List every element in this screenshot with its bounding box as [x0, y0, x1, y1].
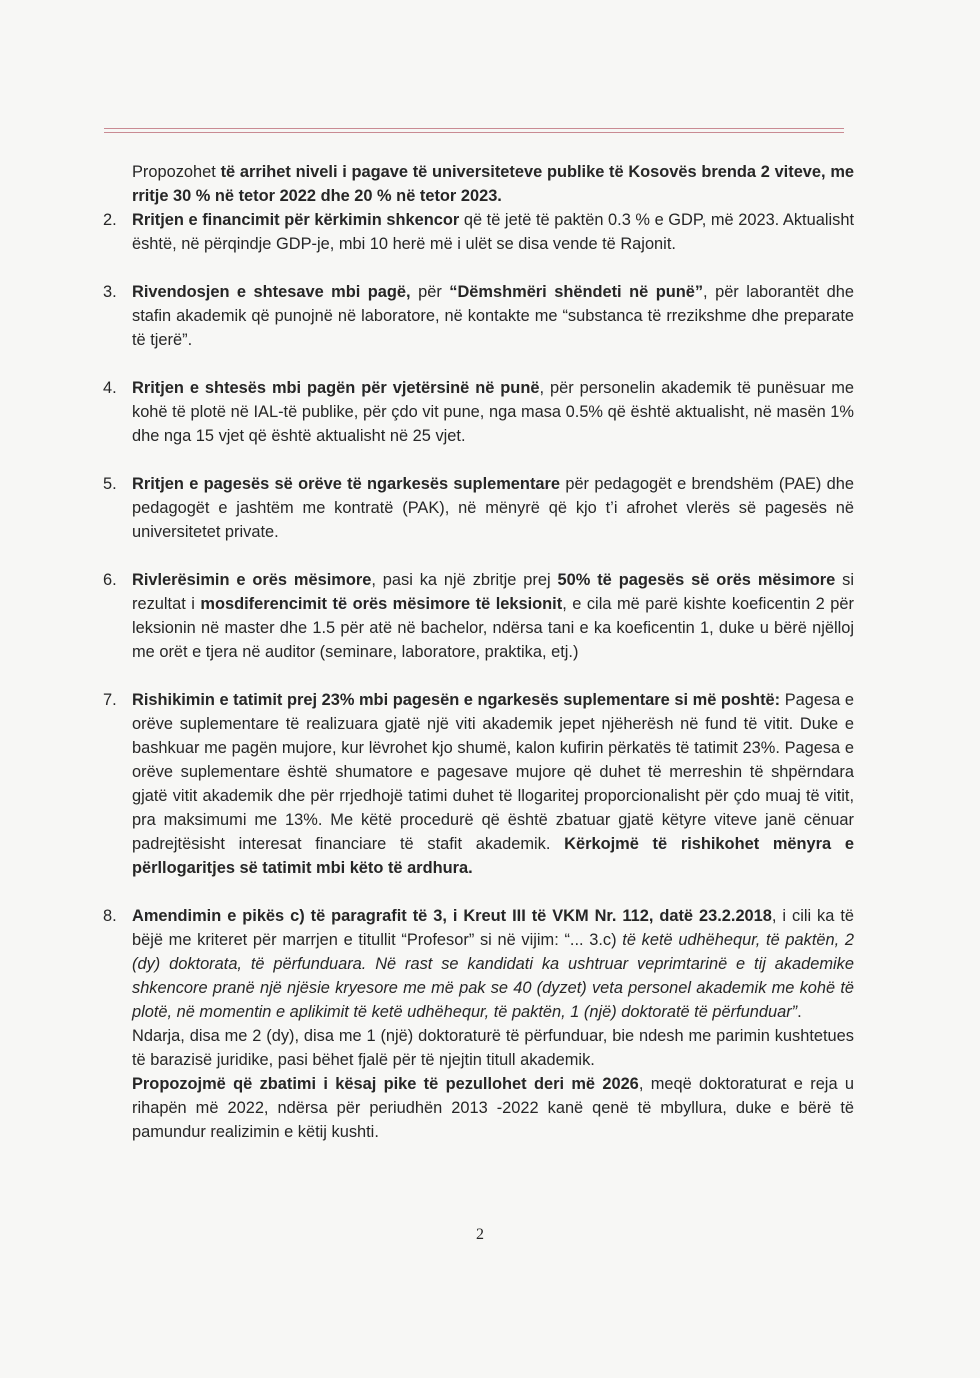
item-paragraph: [132, 1072, 854, 1144]
page-number: 2: [476, 1226, 484, 1243]
list-item: [103, 280, 854, 352]
item-number: 4.: [103, 379, 117, 397]
text-run: , për laborantët dhe stafin akademik që punojnë në laboratore, në kontakte me “substanca të rrezikshme dhe preparate të tjerë”.: [132, 283, 854, 349]
header-rule: [104, 128, 844, 133]
text-run: Rishikimin e tatimit prej 23% mbi pagesën e ngarkesës suplementare si më poshtë:: [132, 691, 781, 709]
text-run: “Dëmshmëri shëndeti në punë”: [449, 283, 704, 301]
text-run: , për personelin akademik të punësuar me kohë të plotë në IAL-të publike, për çdo vit pune, nga masa 0.5% që është aktualisht, në masën 1% dhe nga 15 vjet që është aktualisht në 25 vjet.: [132, 379, 854, 445]
intro-paragraph: Propozohet të arrihet niveli i pagave të universiteteve publike të Kosovës brenda 2 viteve, me rritje 30 % në tetor 2022 dhe 20 % në tetor 2023.: [132, 163, 855, 205]
text-run: si rezultat i: [132, 571, 854, 613]
text-run: .: [797, 1003, 802, 1021]
text-run: Rivendosjen e shtesave mbi pagë,: [132, 283, 419, 301]
text-run: , pasi ka një zbritje prej: [371, 571, 558, 589]
document-body: [103, 160, 855, 1168]
text-run: Rivlerësimin e orës mësimore: [132, 571, 372, 589]
text-run: të ketë udhëhequr, të paktën, 2 (dy) doktorata, të përfunduara. Në rast se kandidati ka ushtruar veprimtarinë e tij akademike shkencore pranë një njësie kryesore me më pak se 40 (dyzet) veta personel akademik me kohë të plotë, në momentin e aplikimit të ketë udhëhequr, të paktën, 1 (një) doktoratë të përfunduar”: [132, 931, 854, 1021]
list-item: [103, 472, 854, 544]
text-run: , meqë doktoraturat e reja u rihapën më 2022, ndërsa për periudhën 2013 -2022 kanë qenë të mbyllura, duke e bërë të pamundur realizimin e këtij kushti.: [132, 1075, 855, 1141]
list-item: [103, 688, 854, 880]
text-run: Kërkojmë të rishikohet mënyra e përllogaritjes së tatimit mbi këto të ardhura.: [132, 835, 854, 877]
text-run: që të jetë të paktën 0.3 % e GDP, më 2023. Aktualisht është, në përqindje GDP-je, mbi 10 herë më i ulët se disa vende të Rajonit.: [132, 211, 854, 253]
text-run: , i cili ka të bëjë me kriteret për marrjen e titullit “Profesor” si në vijim: “... 3.c): [132, 907, 854, 949]
list-item: [103, 568, 854, 664]
item-paragraph: [132, 472, 854, 544]
text-run: , e cila më parë kishte koeficentin 2 për leksionin në master dhe 1.5 për atë në bachelor, ndërsa tani e ka koeficentin 1, duke u bërë njëlloj me orët e tjera në auditor (seminare, laboratore, praktika, etj.): [132, 595, 854, 661]
list-item: [103, 376, 854, 448]
text-run: 50% të pagesës së orës mësimore: [557, 571, 836, 589]
item-paragraph: [132, 568, 854, 664]
item-number: 7.: [103, 691, 117, 709]
item-paragraph: [132, 208, 854, 256]
text-run: Rritjen e financimit për kërkimin shkencor: [132, 211, 460, 229]
item-number: 2.: [103, 211, 117, 229]
item-paragraph: [132, 688, 854, 880]
item-number: 6.: [103, 571, 117, 589]
item-paragraph: [132, 376, 854, 448]
text-run: Rritjen e pagesës së orëve të ngarkesës suplementare: [132, 475, 561, 493]
numbered-list: [103, 208, 855, 1144]
text-run: për pedagogët e brendshëm (PAE) dhe pedagogët e jashtëm me kontratë (PAK), në mënyrë që kjo t’i afrohet vlerës së pagesës në universitetet private.: [132, 475, 854, 541]
text-run: për: [418, 283, 450, 301]
text-run: Propozojmë që zbatimi i kësaj pike të pezullohet deri më 2026: [132, 1075, 639, 1093]
text-run: mosdiferencimit të orës mësimore të leksionit: [200, 595, 563, 613]
item-paragraph: [132, 280, 854, 352]
item-number: 3.: [103, 283, 117, 301]
item-paragraph: [132, 904, 854, 1024]
text-run: Amendimin e pikës c) të paragrafit të 3, i Kreut III të VKM Nr. 112, datë 23.2.2018: [132, 907, 772, 925]
list-item: [103, 904, 855, 1144]
item-number: 5.: [103, 475, 117, 493]
item-number: 8.: [103, 907, 117, 925]
text-run: Rritjen e shtesës mbi pagën për vjetërsinë në punë: [132, 379, 540, 397]
text-run: Pagesa e orëve suplementare të realizuara gjatë një viti akademik jepet njëherësh në fund të vitit. Duke e bashkuar me pagën mujore, kur lëvrohet kjo shumë, kalon kufirin përkatës të tatimit 23%. Pagesa e orëve suplementare është shumatore e pagesave mujore që duhet të merreshin të shpërndara gjatë vitit akademik dhe për rrjedhojë tatimi duhet të llogaritej proporcionalisht për çdo muaj të vitit, pra maksimumi me 13%. Me këtë procedurë që është zbatuar gjatë këtyre viteve janë cënuar padrejtësisht interesat financiare të stafit akademik.: [132, 691, 854, 853]
item-paragraph: [132, 1024, 854, 1072]
text-run: Ndarja, disa me 2 (dy), disa me 1 (një) doktoraturë të përfunduar, bie ndesh me parimin kushtetues të barazisë juridike, pasi bëhet fjalë për të njejtin titull akademik.: [132, 1027, 854, 1069]
list-item: [103, 208, 854, 256]
